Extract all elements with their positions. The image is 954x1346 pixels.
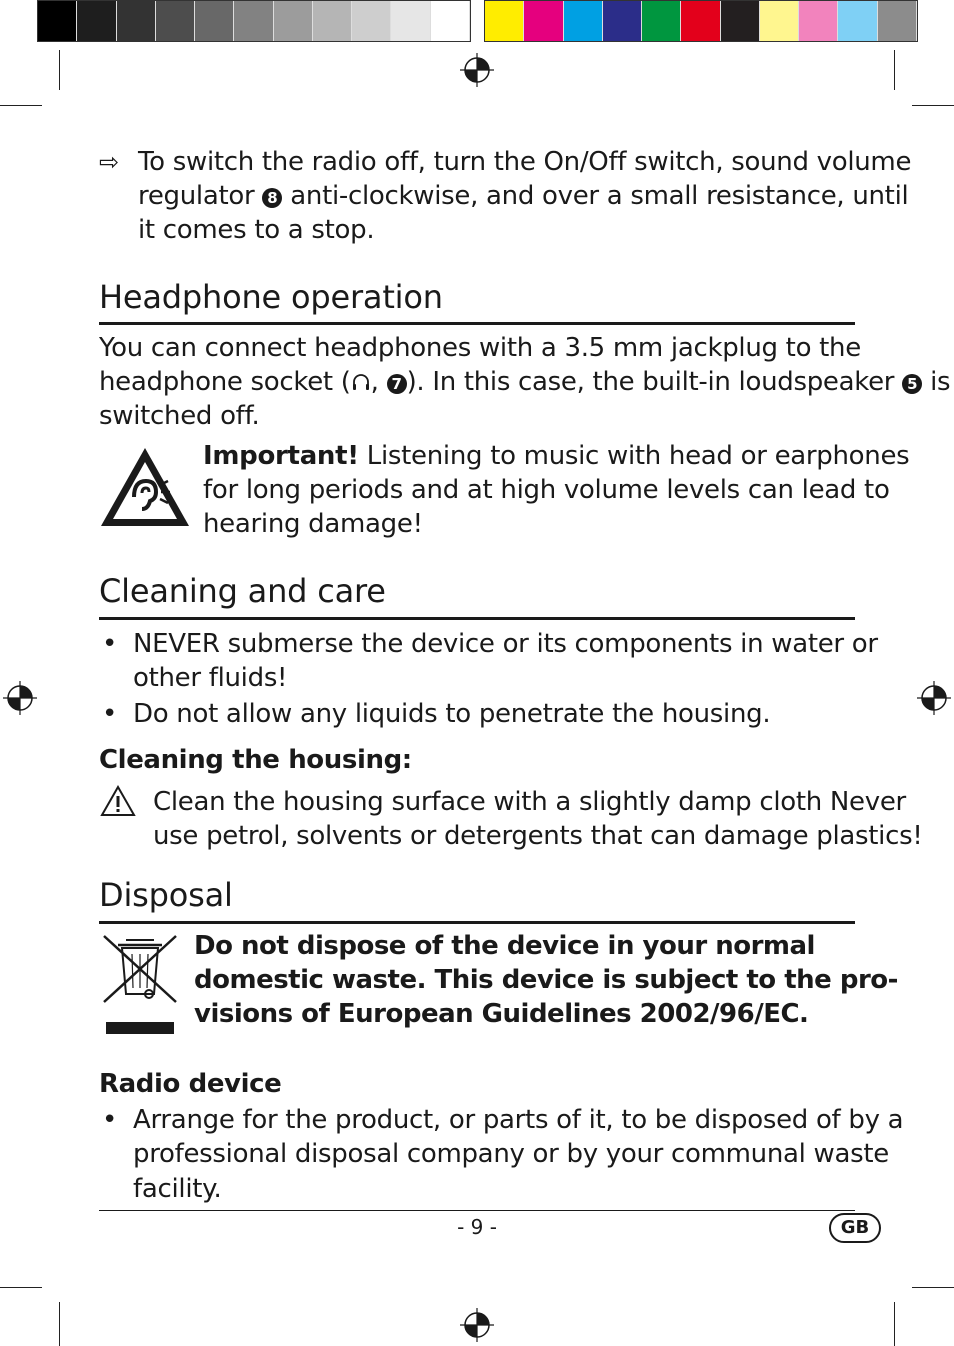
color-swatch <box>603 1 642 41</box>
crop-mark <box>894 50 895 90</box>
crop-mark <box>0 105 42 106</box>
color-swatch <box>313 1 352 41</box>
headphone-icon <box>351 372 371 392</box>
page-number: - 9 - <box>457 1215 497 1239</box>
warning-line <box>203 439 909 473</box>
color-swatch <box>524 1 563 41</box>
gray-color-bar <box>37 0 471 42</box>
section-title-disposal: Disposal <box>99 876 233 914</box>
warning-line: hearing damage! <box>203 509 423 539</box>
cleaning-bullet: NEVER submerse the device or its components in water or <box>133 629 878 659</box>
radio-bullet: professional disposal company or by your communal waste <box>133 1139 889 1169</box>
subheading-cleaning-housing: Cleaning the housing: <box>99 745 412 775</box>
intro-text: anti-clockwise, and over a small resistance, until <box>282 181 909 211</box>
color-swatch <box>564 1 603 41</box>
number-7-badge: 7 <box>387 374 407 394</box>
registration-mark-icon <box>460 53 494 87</box>
color-swatch <box>38 1 77 41</box>
warning-text: Listening to music with head or earphones <box>358 441 910 471</box>
crop-mark <box>912 105 954 106</box>
process-color-bar <box>484 0 918 42</box>
crossed-bin-icon <box>100 932 180 1038</box>
color-swatch <box>156 1 195 41</box>
color-swatch <box>485 1 524 41</box>
color-swatch <box>681 1 720 41</box>
caution-triangle-icon <box>100 785 136 817</box>
crop-mark <box>0 1287 42 1288</box>
color-swatch <box>799 1 838 41</box>
registration-mark-icon <box>917 681 951 715</box>
hearing-damage-warning-icon <box>98 445 192 529</box>
color-swatch <box>274 1 313 41</box>
bullet-icon: • <box>102 699 118 729</box>
crop-mark <box>59 1302 60 1346</box>
cleaning-caution: Clean the housing surface with a slightly damp cloth Never <box>153 787 906 817</box>
number-5-badge: 5 <box>902 374 922 394</box>
cleaning-bullet: Do not allow any liquids to penetrate the housing. <box>133 699 771 729</box>
color-swatch <box>352 1 391 41</box>
intro-text: regulator <box>138 181 263 211</box>
crop-mark <box>59 50 60 90</box>
color-swatch <box>721 1 760 41</box>
radio-bullet: Arrange for the product, or parts of it, to be disposed of by a <box>133 1105 904 1135</box>
color-swatch <box>878 1 917 41</box>
intro-line <box>138 179 908 213</box>
important-label: Important! <box>203 441 359 471</box>
headphone-paragraph: switched off. <box>99 401 260 431</box>
section-rule <box>99 921 855 924</box>
color-swatch <box>234 1 273 41</box>
section-title-headphone: Headphone operation <box>99 278 443 316</box>
color-swatch <box>117 1 156 41</box>
footer-rule <box>99 1210 855 1211</box>
headphone-text: ). In this case, the built-in loudspeaker <box>406 367 903 397</box>
section-title-cleaning: Cleaning and care <box>99 572 386 610</box>
headphone-text: headphone socket ( <box>99 367 351 397</box>
color-swatch <box>642 1 681 41</box>
subheading-radio-device: Radio device <box>99 1069 282 1099</box>
color-swatch <box>391 1 430 41</box>
section-rule <box>99 617 855 620</box>
color-swatch <box>760 1 799 41</box>
color-swatch <box>838 1 877 41</box>
bullet-icon: • <box>102 629 118 659</box>
headphone-text: , <box>370 367 387 397</box>
arrow-icon: ⇨ <box>99 148 119 176</box>
intro-line: it comes to a stop. <box>138 215 375 245</box>
section-rule <box>99 322 855 325</box>
headphone-paragraph <box>99 365 950 399</box>
registration-mark-icon <box>3 681 37 715</box>
color-swatch <box>77 1 116 41</box>
crop-mark <box>912 1287 954 1288</box>
intro-line: To switch the radio off, turn the On/Off switch, sound volume <box>138 147 912 177</box>
cleaning-bullet: other fluids! <box>133 663 288 693</box>
bullet-icon: • <box>102 1105 118 1135</box>
disposal-notice: visions of European Guidelines 2002/96/EC. <box>194 999 809 1029</box>
color-swatch <box>431 1 470 41</box>
disposal-notice: Do not dispose of the device in your normal <box>194 931 815 961</box>
headphone-text: is <box>922 367 951 397</box>
registration-mark-icon <box>460 1308 494 1342</box>
cleaning-caution: use petrol, solvents or detergents that can damage plastics! <box>153 821 923 851</box>
headphone-paragraph: You can connect headphones with a 3.5 mm jackplug to the <box>99 333 861 363</box>
disposal-notice: domestic waste. This device is subject to the pro- <box>194 965 898 995</box>
warning-line: for long periods and at high volume levels can lead to <box>203 475 890 505</box>
language-badge: GB <box>829 1213 881 1243</box>
radio-bullet: facility. <box>133 1174 222 1204</box>
crop-mark <box>894 1302 895 1346</box>
number-8-badge: 8 <box>262 188 282 208</box>
color-swatch <box>195 1 234 41</box>
